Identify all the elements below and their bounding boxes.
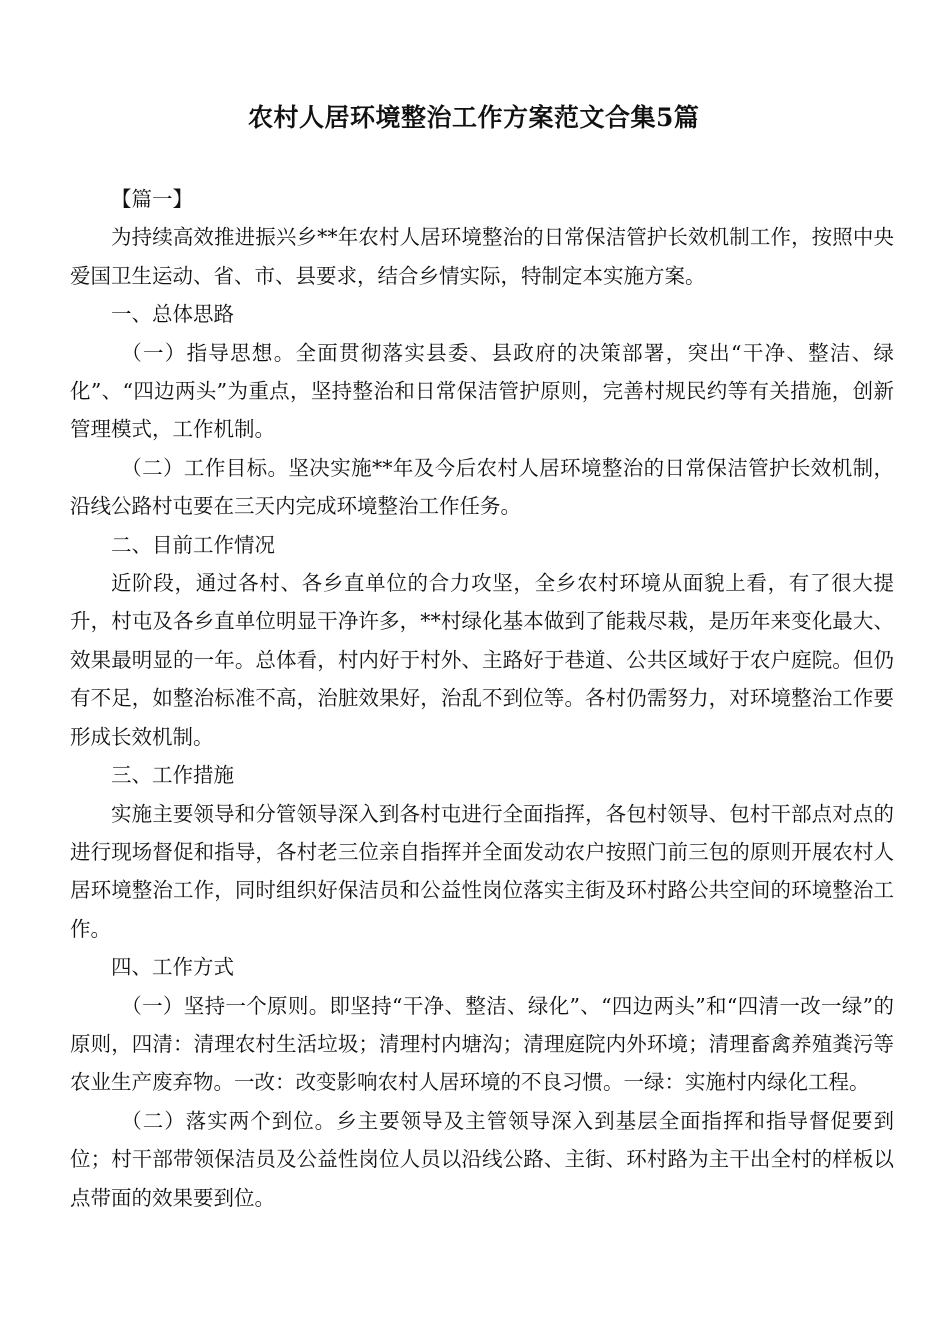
document-title: 农村人居环境整治工作方案范文合集5篇 [248, 103, 700, 132]
guiding-ideology-paragraph: （一）指导思想。全面贯彻落实县委、县政府的决策部署，突出“干净、整洁、绿化”、“四边两头”为重点，坚持整治和日常保洁管护原则，完善村规民约等有关措施，创新管理模式，工作机制。 [70, 340, 894, 442]
current-situation-paragraph: 近阶段，通过各村、各乡直单位的合力攻坚，全乡农村环境从面貌上看，有了很大提升，村屯及各乡直单位明显干净许多，**村绿化基本做到了能栽尽栽，是历年来变化最大、效果最明显的一年。总体看，村内好于村外、主路好于巷道、公共区域好于农户庭院。但仍有不足，如整治标准不高，治脏效果好，治乱不到位等。各村仍需努力，对环境整治工作要形成长效机制。 [70, 571, 894, 749]
section-heading-work-methods: 四、工作方式 [111, 955, 234, 980]
document-body [70, 180, 894, 1217]
work-measures-paragraph: 实施主要领导和分管领导深入到各村屯进行全面指挥，各包村领导、包村干部点对点的进行现场督促和指导，各村老三位亲自指挥并全面发动农户按照门前三包的原则开展农村人居环境整治工作，同时组织好保洁员和公益性岗位落实主街及环村路公共空间的环境整治工作。 [70, 801, 894, 941]
section-heading-work-measures: 三、工作措施 [111, 763, 234, 788]
section-heading-overall-approach: 一、总体思路 [111, 302, 234, 327]
one-principle-paragraph: （一）坚持一个原则。即坚持“干净、整洁、绿化”、“四边两头”和“四清一改一绿”的原则，四清：清理农村生活垃圾；清理村内塘沟；清理庭院内外环境；清理畜禽养殖粪污等农业生产废弃物。一改：改变影响农村人居环境的不良习惯。一绿：实施村内绿化工程。 [70, 993, 894, 1095]
intro-paragraph: 为持续高效推进振兴乡**年农村人居环境整治的日常保洁管护长效机制工作，按照中央爱国卫生运动、省、市、县要求，结合乡情实际，特制定本实施方案。 [70, 225, 894, 288]
section-label-pian-yi: 【篇一】 [111, 187, 193, 211]
two-in-place-paragraph: （二）落实两个到位。乡主要领导及主管领导深入到基层全面指挥和指导督促要到位；村干部带领保洁员及公益性岗位人员以沿线公路、主街、环村路为主干出全村的样板以点带面的效果要到位。 [70, 1108, 894, 1210]
work-goal-paragraph: （二）工作目标。坚决实施**年及今后农村人居环境整治的日常保洁管护长效机制，沿线公路村屯要在三天内完成环境整治工作任务。 [70, 455, 894, 519]
section-heading-current-situation: 二、目前工作情况 [111, 532, 275, 557]
